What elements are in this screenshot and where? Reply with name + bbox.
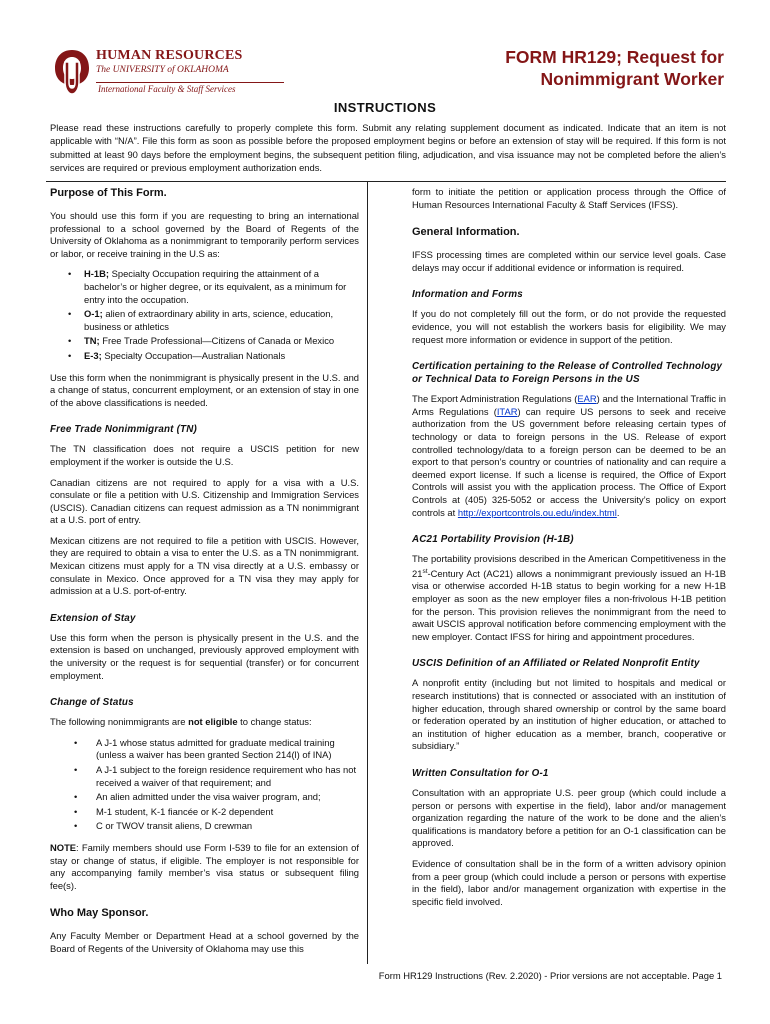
itar-link[interactable]: ITAR — [496, 405, 518, 417]
bullet-dot-icon: • — [74, 764, 78, 775]
tn-paragraph-2: Canadian citizens are not required to apply for a visa with a U.S. consulate or file a petition with U.S. Citizenship and Immigration Services (USCIS). Canadian citizens can request admission as a TN nonimmigrant at a U.S. port of entry. — [50, 476, 359, 526]
logo-university: The UNIVERSITY of OKLAHOMA — [96, 65, 229, 75]
list-item: • C or TWOV transit aliens, D crewman — [74, 820, 253, 832]
note-paragraph: NOTE: Family members should use Form I-539 to file for an extension of stay or change of status, if eligible. The employer is not responsible for any accompanying family member’s visa status or subsequent filing fee(s). — [50, 841, 359, 891]
intro-paragraph: Please read these instructions carefully to properly complete this form. Submit any relating supplement document as indicated. Indicate that an item is not applicable with “N/A”. File this form as soon as possible before the proposed employment begins or before an extension of stay will be required. If this form is not submitted at least 90 days before the employment begins, the subsequent petition filing, adjudication, and visa issuance may not be completed before the alien’s services are required or previous employment authorization ends. — [50, 122, 726, 173]
bullet-dot-icon: • — [68, 268, 72, 280]
right-column — [368, 181, 726, 964]
list-item: • A J-1 subject to the foreign residence requirement who has not received a waiver of that requirement; and — [74, 764, 357, 788]
left-column — [46, 181, 368, 964]
instructions-heading: INSTRUCTIONS — [333, 100, 437, 115]
written-consultation-heading: Written Consultation for O-1 — [412, 767, 549, 779]
ou-logo-icon — [52, 48, 92, 96]
sponsor-heading: Who May Sponsor. — [50, 907, 149, 920]
classification-list — [50, 268, 359, 362]
export-control-heading: Certification pertaining to the Release of Controlled Technology or Technical Data to Foreign Persons in the US — [412, 361, 723, 386]
form-title — [424, 46, 724, 90]
tn-paragraph-3: Mexican citizens are not required to file a petition with USCIS. However, they are required to obtain a visa to enter the U.S. as a TN nonimmigrant. Mexican citizens must apply for a TN visa directly at a U.S. embassy or consulate in Mexico. Once approved for a TN visa they may apply for admission at a U.S. port-of-entry. — [50, 534, 359, 597]
purpose-heading: Purpose of This Form. — [50, 187, 167, 199]
logo-title: HUMAN RESOURCES — [96, 48, 243, 63]
bullet-dot-icon: • — [68, 308, 72, 320]
form-title-line1: FORM HR129; Request for — [505, 47, 724, 67]
change-of-status-heading: Change of Status — [50, 697, 134, 709]
ineligible-list — [50, 737, 359, 833]
list-item: • O-1; alien of extraordinary ability in arts, science, education, business or athletics — [68, 308, 334, 332]
bullet-dot-icon: • — [74, 791, 78, 803]
page-footer: Form HR129 Instructions (Rev. 2.2020) - Prior versions are not acceptable. Page 1 — [378, 970, 722, 981]
tn-heading: Free Trade Nonimmigrant (TN) — [50, 424, 197, 436]
general-info-heading: General Information. — [412, 226, 520, 239]
list-item: • E-3; Specialty Occupation—Australian Nationals — [68, 349, 286, 361]
list-item: • M-1 student, K-1 fiancée or K-2 dependent — [74, 805, 274, 817]
logo-department: International Faculty & Staff Services — [96, 82, 284, 97]
change-of-status-intro: The following nonimmigrants are not eligible to change status: — [50, 716, 312, 728]
bullet-dot-icon: • — [68, 349, 72, 361]
sponsor-continued-paragraph: form to initiate the petition or application process through the Office of Human Resources International Faculty & Staff Services (IFSS). — [412, 186, 726, 210]
written-consultation-paragraph-2: Evidence of consultation shall be in the form of a written advisory opinion from a peer group (which could include a person or persons with expertise in the field), labor and/or management organization with expertise in the specific field involved. — [412, 857, 726, 907]
purpose-paragraph-1: You should use this form if you are requesting to bring an international professional to a school governed by the Board of Regents of the University of Oklahoma as a nonimmigrant to temporarily perform services or labor, or receive training in the U.S as: — [50, 210, 359, 259]
ac21-heading: AC21 Portability Provision (H-1B) — [412, 534, 574, 546]
info-forms-paragraph: If you do not completely fill out the form, or do not provide the requested evidence, you will not establish the workers basis for eligibility. We may request more information or evidence in support of the petition. — [412, 308, 726, 345]
bullet-dot-icon: • — [74, 805, 78, 817]
nonprofit-definition-heading: USCIS Definition of an Affiliated or Related Nonprofit Entity — [412, 658, 700, 670]
list-item: • An alien admitted under the visa waiver program, and; — [74, 791, 321, 803]
hr-logo — [52, 46, 282, 98]
extension-paragraph: Use this form when the person is physically present in the U.S. and the extension is based on unchanged, previously approved employment with the university or the request is for sequential (transfer) or for concurrent employment. — [50, 631, 359, 681]
sponsor-paragraph: Any Faculty Member or Department Head at a school governed by the Board of Regents of the University of Oklahoma may use this — [50, 930, 359, 954]
general-info-paragraph: IFSS processing times are completed within our service level goals. Case delays may occur if additional evidence or information is required. — [412, 249, 726, 273]
export-control-paragraph: The Export Administration Regulations (EAR) and the International Traffic in Arms Regulations (ITAR) can require US persons to seek and receive authorization from the US government before releasing certain types of technology or data to foreign persons in the US. Release of export controlled technology/data to a foreign person can be deemed to be an export to that person’s country or countries of nationality and can require a deemed export license. If such a license is required, the Office of Export Controls will assist you with the application process. The Office of Export Controls at (405) 325-5052 or access the University’s policy on export controls at http://exportcontrols.ou.edu/index.html. — [412, 393, 726, 518]
info-forms-heading: Information and Forms — [412, 289, 523, 301]
bullet-dot-icon: • — [74, 736, 78, 748]
form-title-line2: Nonimmigrant Worker — [540, 69, 724, 89]
ear-link[interactable]: EAR — [577, 393, 597, 405]
list-item: • H-1B; Specialty Occupation requiring the attainment of a bachelor’s or higher degree, or its equivalent, as a minimum for entry into the occupation. — [68, 268, 347, 305]
bullet-dot-icon: • — [68, 335, 72, 347]
export-controls-url-link[interactable]: http://exportcontrols.ou.edu/index.html — [457, 506, 617, 518]
extension-heading: Extension of Stay — [50, 612, 136, 624]
ac21-paragraph: The portability provisions described in the American Competitiveness in the 21st-Century Act (AC21) allows a nonimmigrant previously issued an H-1B visa or otherwise accorded H-1B status to begin working for a new H-1B employer as soon as the new employer files a non-frivolous H-1B petition for the person. This provision relieves the nonimmigrant from the need to await USCIS approval notification before commencing employment with the new employer. Contact IFSS for hiring and appointment procedures. — [412, 553, 726, 642]
written-consultation-paragraph-1: Consultation with an appropriate U.S. peer group (which could include a person or persons with expertise in the field), labor and/or management organization regarding the nature of the work to be done and the alien’s qualifications is mandatory before a petition for an O-1 classification can be approved. — [412, 786, 726, 849]
list-item: • TN; Free Trade Professional—Citizens of Canada or Mexico — [68, 335, 335, 347]
nonprofit-definition-paragraph: A nonprofit entity (including but not limited to hospitals and medical or research institutions) that is connected or associated with an institution of higher education, through shared ownership or control by the same board or federation operated by an institution of higher education, or attached to an institution of higher education as a member, branch, cooperative or subsidiary.” — [412, 677, 726, 752]
tn-paragraph-1: The TN classification does not require a USCIS petition for new employment if the worker is outside the U.S. — [50, 443, 359, 467]
list-item: • A J-1 whose status admitted for graduate medical training (unless a waiver has been granted Section 214(l) of INA) — [74, 736, 335, 761]
purpose-paragraph-2: Use this form when the nonimmigrant is physically present in the U.S. and a change of status, concurrent employment, or an extension of stay in one of the above classifications is needed. — [50, 371, 359, 408]
bullet-dot-icon: • — [74, 820, 78, 832]
